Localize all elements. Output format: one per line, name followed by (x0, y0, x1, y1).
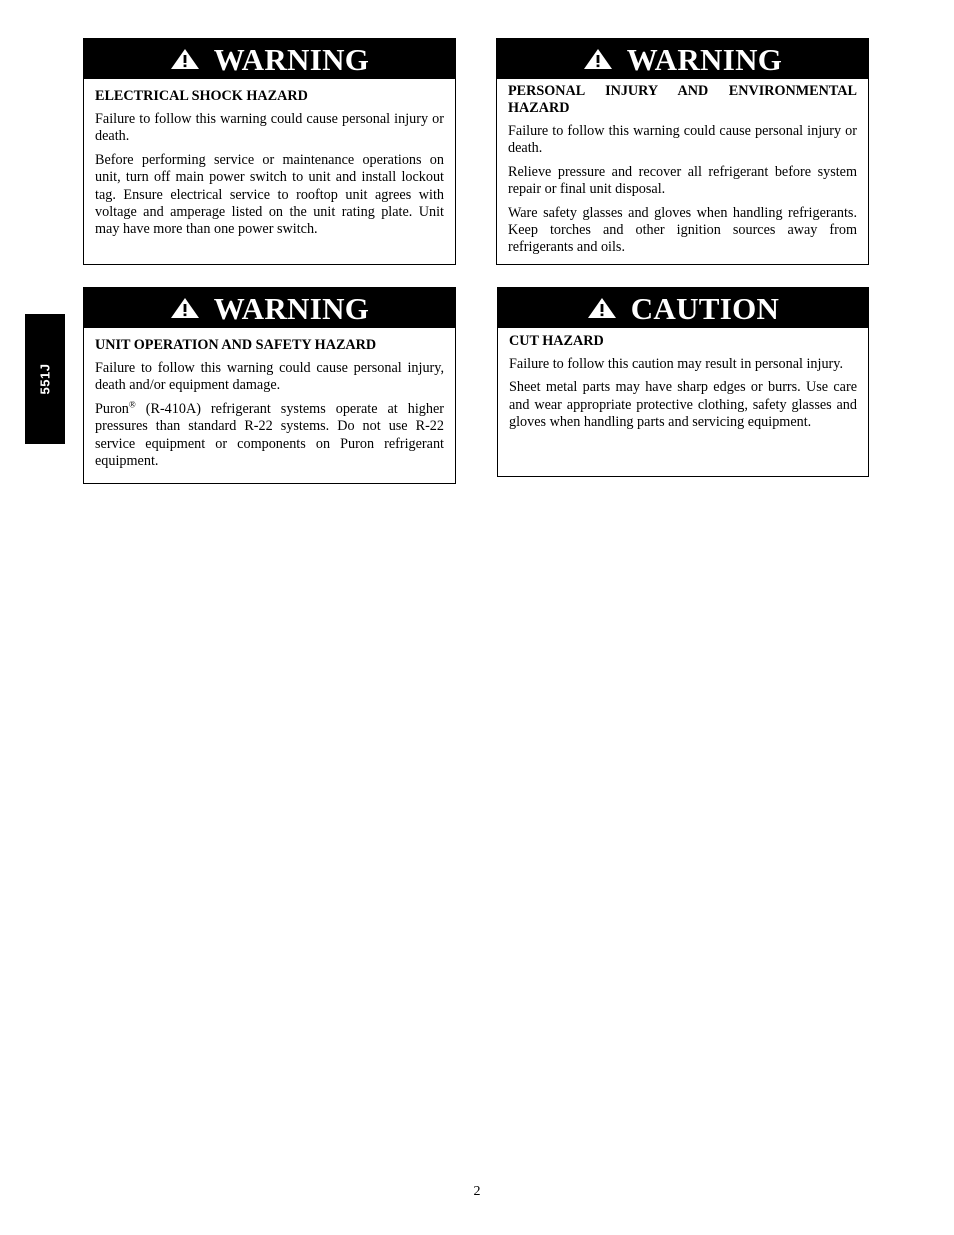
notice-paragraph (95, 401, 444, 471)
warning-electrical-shock (83, 38, 456, 265)
warning-triangle-icon (583, 48, 613, 70)
warning-triangle-icon (170, 297, 200, 319)
notice-title: WARNING (213, 290, 370, 326)
notice-paragraph: Failure to follow this warning could cause personal injury or death. (95, 111, 444, 145)
notice-header (497, 39, 868, 79)
notice-paragraph: Before performing service or maintenance operations on unit, turn off main power switch to unit and install lockout tag. Ensure electrical service to rooftop unit agrees with voltage and amperage listed on the unit rating plate. Unit may have more than one power switch. (95, 151, 444, 238)
notice-header (84, 288, 455, 328)
hazard-heading: CUT HAZARD (509, 333, 604, 349)
notice-body (84, 328, 455, 478)
caution-cut-hazard (497, 287, 869, 477)
notice-header (498, 288, 868, 328)
warning-personal-injury (496, 38, 869, 265)
warning-unit-operation (83, 287, 456, 484)
brand-name: Puron (95, 400, 129, 417)
notice-paragraph: Failure to follow this warning could cause personal injury, death and/or equipment damage. (95, 360, 444, 394)
side-tab-label: 551J (37, 363, 53, 395)
notice-paragraph: Failure to follow this caution may result in personal injury. (509, 356, 844, 372)
side-tab (25, 314, 65, 444)
page-number: 2 (473, 1184, 481, 1199)
warning-triangle-icon (587, 297, 617, 319)
notice-title: WARNING (213, 41, 370, 77)
notice-body (497, 79, 868, 265)
warning-triangle-icon (170, 48, 200, 70)
hazard-heading: UNIT OPERATION AND SAFETY HAZARD (95, 337, 377, 353)
notice-title: CAUTION (630, 290, 780, 326)
notice-paragraph: Ware safety glasses and gloves when handling refrigerants. Keep torches and other ignition sources away from refrigerants and oils. (508, 204, 857, 256)
notice-paragraph: Failure to follow this warning could cause personal injury or death. (508, 123, 857, 157)
hazard-heading: ELECTRICAL SHOCK HAZARD (95, 88, 308, 104)
hazard-heading: PERSONAL INJURY AND ENVIRONMENTAL HAZARD (508, 83, 857, 116)
notice-body (498, 328, 868, 440)
notice-paragraph: Sheet metal parts may have sharp edges or burrs. Use care and wear appropriate protective clothing, safety glasses and gloves when handling parts and servicing equipment. (509, 379, 857, 431)
notice-header (84, 39, 455, 79)
paragraph-text: (R-410A) refrigerant systems operate at higher pressures than standard R-22 systems. Do not use R-22 service equipment or components on Puron refrigerant equipment. (95, 400, 444, 470)
registered-mark: ® (128, 399, 136, 410)
notice-paragraph: Relieve pressure and recover all refrigerant before system repair or final unit disposal. (508, 163, 857, 198)
notice-title: WARNING (626, 41, 783, 77)
notice-body (84, 79, 455, 247)
